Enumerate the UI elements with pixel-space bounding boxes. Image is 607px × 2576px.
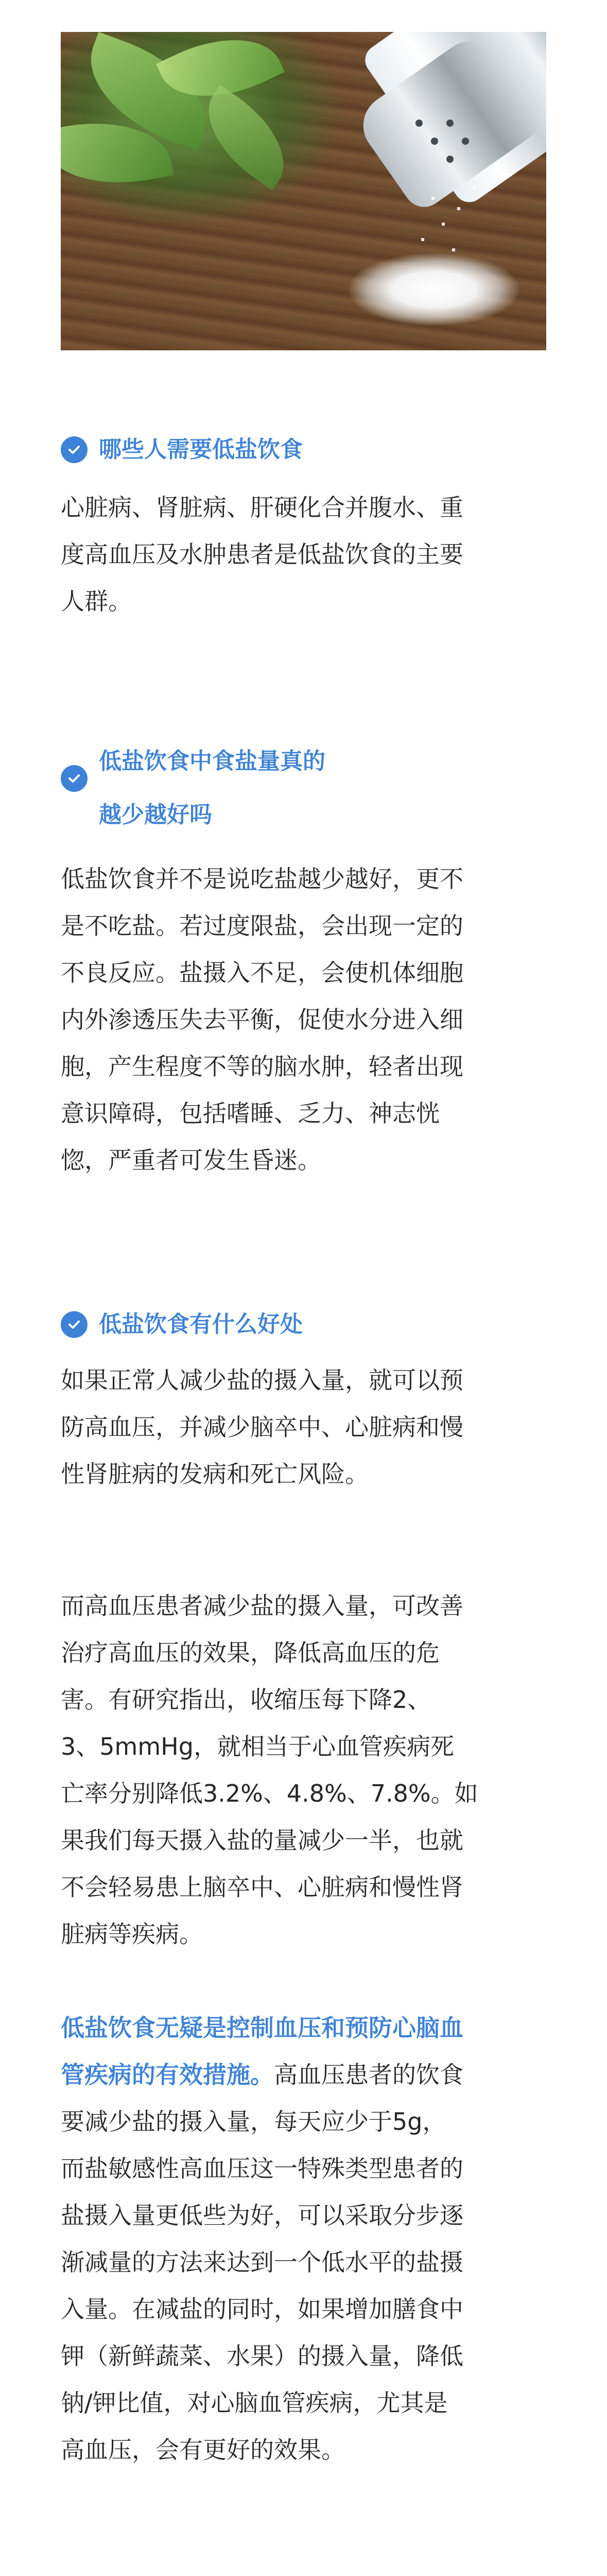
- section-heading-who-needs-low-salt: [61, 434, 303, 466]
- check-circle-icon: [61, 436, 88, 463]
- paragraph-benefits-1: 如果正常人减少盐的摄入量，就可以预 防高血压，并减少脑卒中、心脏病和慢 性肾脏病的发病和死亡风险。: [61, 1366, 463, 1488]
- heading-text: 哪些人需要低盐饮食: [99, 436, 303, 463]
- hero-photo-salt-shaker: [61, 32, 546, 350]
- heading-text: 低盐饮食有什么好处: [99, 1311, 303, 1337]
- section-heading-less-is-better: [61, 745, 325, 831]
- paragraph-less-is-better: 低盐饮食并不是说吃盐越少越好，更不 是不吃盐。若过度限盐，会出现一定的 不良反应。盐摄入不足，会使机体细胞 内外渗透压失去平衡，促使水分进入细 胞，产生程度不等的脑水肿，轻者出现 意识障碍，包括嗜睡、乏力、神志恍 惚，严重者可发生昏迷。: [61, 865, 463, 1174]
- paragraph-benefits-3: 低盐饮食无疑是控制血压和预防心脑血 管疾病的有效措施。高血压患者的饮食 要减少盐的摄入量，每天应少于5g， 而盐敏感性高血压这一特殊类型患者的 盐摄入量更低些为好，可以采取分步逐 渐减量的方法来达到一个低水平的盐摄 入量。在减盐的同时，如果增加膳食中 钾（新鲜蔬菜、水果）的摄入量，降低 钠/钾比值，对心脑血管疾病，尤其是 高血压，会有更好的效果。: [61, 2014, 463, 2464]
- heading-text: 低盐饮食中食盐量真的 越少越好吗: [99, 748, 325, 828]
- paragraph-who-needs: 心脏病、肾脏病、肝硬化合并腹水、重 度高血压及水肿患者是低盐饮食的主要 人群。: [61, 494, 463, 615]
- section-heading-benefits: [61, 1309, 303, 1341]
- check-circle-icon: [61, 1311, 88, 1338]
- check-circle-icon: [61, 765, 88, 792]
- paragraph-benefits-2: 而高血压患者减少盐的摄入量，可改善 治疗高血压的效果，降低高血压的危 害。有研究指出，收缩压每下降2、 3、5mmHg，就相当于心血管疾病死 亡率分别降低3.2%、4.8%、7.8%。如 果我们每天摄入盐的量减少一半，也就 不会轻易患上脑卒中、心脏病和慢性肾 脏病等疾病。: [61, 1592, 478, 1948]
